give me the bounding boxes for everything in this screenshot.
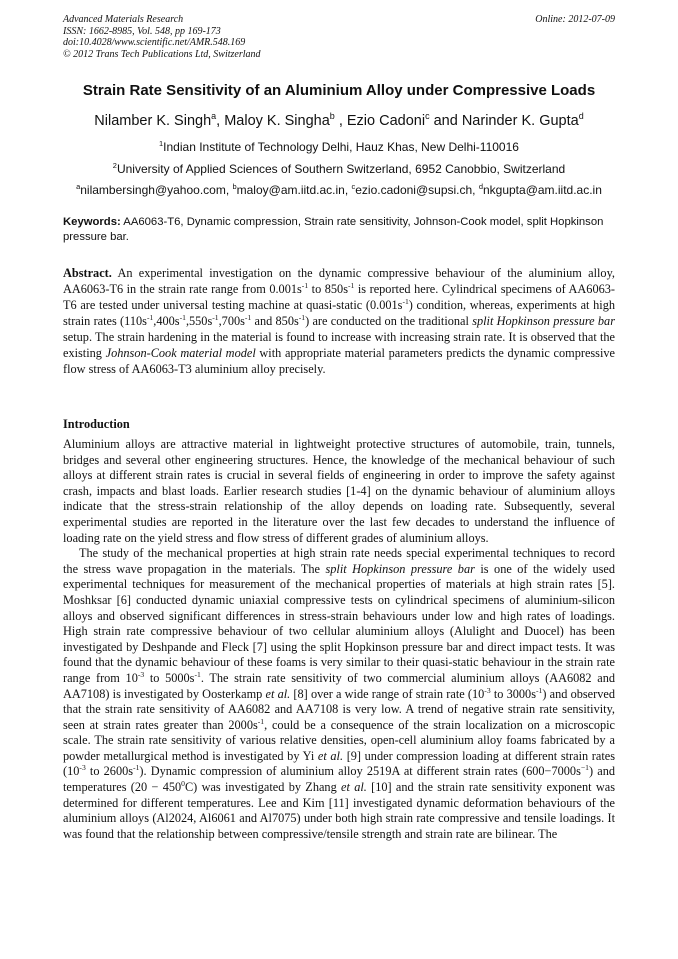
author-list: Nilamber K. Singh$^a$, Maloy K. Singha$^b$ , Ezio Cadoni$^c$ and Narinder K. Gupta$^d$ xyxy=(94,111,584,129)
author-superscript: d xyxy=(578,111,584,122)
email-link[interactable]: nkgupta@am.iitd.ac.in xyxy=(482,183,602,197)
keywords-label: Keywords: xyxy=(63,216,121,228)
author-superscript: c xyxy=(425,111,430,122)
email-superscript: c xyxy=(351,182,356,191)
section-heading-introduction: Introduction xyxy=(63,417,130,431)
online-date: Online: 2012-07-09 xyxy=(535,14,615,25)
intro-paragraph: Aluminium alloys are attractive material in lightweight protective structures of automobile, train, tunnels, bridges and several other engineering structures. Hence, the knowledge of the mechanical behaviour of such alloys at different strain rates is crucial in several fields of engineering in order to improve the safety against crash, impacts and blast loads. Earlier research studies [1-4] on the dynamic behaviour of aluminium alloys indicate that the stress-strain relationship of the alloy depends on loading rate. Subsequently, several experimental studies are reported in the literature over the last few decades to understand the influence of loading rate on the yield stress and flow stress of different grades of aluminium alloys. xyxy=(63,437,615,545)
affiliation-1 xyxy=(20,140,658,154)
email-superscript: b xyxy=(232,182,237,191)
abstract-label: Abstract. xyxy=(63,266,112,280)
affiliation-superscript: 2 xyxy=(112,161,117,170)
affiliation-text: Indian Institute of Technology Delhi, Hauz Khas, New Delhi-110016 xyxy=(163,140,519,154)
author-name: Narinder K. Gupta xyxy=(461,113,579,129)
email-list: $^a$nilambersingh@yahoo.com, $^b$maloy@am.iitd.ac.in, $^c$ezio.cadoni@supsi.ch, $^d$nkgupta@am.iitd.ac.in xyxy=(76,182,602,197)
affiliation-superscript: 1 xyxy=(159,139,164,148)
affiliation-text: University of Applied Sciences of Southern Switzerland, 6952 Canobbio, Switzerland xyxy=(116,162,566,176)
keywords-text: AA6063-T6, Dynamic compression, Strain rate sensitivity, Johnson-Cook model, split Hopkinson pressure bar. xyxy=(63,216,604,243)
author-superscript: a xyxy=(211,111,217,122)
doi-line[interactable]: doi:10.4028/www.scientific.net/AMR.548.169 xyxy=(63,37,246,48)
email-superscript: d xyxy=(478,182,483,191)
keywords xyxy=(63,215,615,245)
journal-name: Advanced Materials Research xyxy=(63,14,184,25)
author-name: Ezio Cadoni xyxy=(346,113,426,129)
journal-header xyxy=(63,14,615,60)
email-link[interactable]: nilambersingh@yahoo.com xyxy=(80,183,226,197)
author-name: Maloy K. Singha xyxy=(224,113,330,129)
paper-title: Strain Rate Sensitivity of an Aluminium Alloy under Compressive Loads xyxy=(82,82,596,99)
intro-paragraph: The study of the mechanical properties at high strain rate needs special experimental techniques to record the stress wave propagation in the materials. The split Hopkinson pressure bar is one of the widely used experimental techniques for measurement of the mechanical properties of materials at high strain rates [5]. Moshksar [6] conducted dynamic uniaxial compressive tests on cylindrical specimens of aluminium-silicon alloys and observed significant differences in stress-strain behaviours under low and high rates of loadings. High strain rate compressive behaviour of two cellular aluminium alloys (Alulight and Duocel) has been investigated by Deshpande and Fleck [7] using the split Hopkinson pressure bar and direct impact tests. It was found that the dynamic behaviour of these foams is very similar to their quasi-static behaviour in the strain rate range from $10^{-3}$ to $5000s^{-1}$. The strain rate sensitivity of two commercial aluminium alloys (AA6082 and AA7108) is investigated by Oosterkamp et al. [8] over a wide range of strain rate ($10^{-3}$ to $3000s^{-1}$) and observed that the strain rate sensitivity of AA6082 and AA7108 is very low. A trend of negative strain rate sensitivity, seen at strain rates greater than $2000s^{-1}$, could be a consequence of the strain localization on a microscopic scale. The strain rate sensitivity of various relative densities, open-cell aluminium alloy foams fabricated by a powder metallurgical method is investigated by Yi et al. [9] under compression loading at different strain rates ($10^{-3}$ to $2600s^{-1}$). Dynamic compression of aluminium alloy 2519A at different strain rates $(600-7000s^{-1})$ and temperatures $(20 - 450^0C)$ was investigated by Zhang et al. [10] and the strain rate sensitivity exponent was determined for different temperatures. Lee and Kim [11] investigated dynamic deformation behaviours of the aluminium alloys (Al2024, Al6061 and Al7075) under both high strain rate compressive and tensile loadings. It was found that the relationship between compressive/tensile strength and strain rate are bilinear. The xyxy=(63,546,615,841)
issn-line: ISSN: 1662-8985, Vol. 548, pp 169-173 xyxy=(63,25,221,37)
abstract-text: An experimental investigation on the dynamic compressive behaviour of the aluminium alloy, AA6063-T6 in the strain rate range from $0.001s^{-1}$ to $850s^{-1}$ is reported here. Cylindrical specimens of AA6063-T6 are tested under universal testing machine at quasi-static $(0.001s^{-1})$ condition, whereas, experiments at high strain rates ($110s^{-1},400s^{-1},550s^{-1},700s^{-1}$ and $850s^{-1}$) are conducted on the traditional split Hopkinson pressure bar setup. The strain hardening in the material is found to increase with increasing strain rate. It is observed that the existing Johnson-Cook material model with appropriate material parameters predicts the dynamic compressive flow stress of AA6063-T3 aluminium alloy precisely. xyxy=(63,266,615,376)
author-name: Nilamber K. Singh xyxy=(94,113,212,129)
author-superscript: b xyxy=(329,111,335,122)
email-superscript: a xyxy=(76,182,81,191)
copyright-line: © 2012 Trans Tech Publications Ltd, Switzerland xyxy=(63,48,261,60)
abstract xyxy=(63,265,615,377)
email-link[interactable]: ezio.cadoni@supsi.ch xyxy=(355,183,473,197)
affiliation-2 xyxy=(20,162,658,176)
introduction-body xyxy=(63,437,615,842)
email-link[interactable]: maloy@am.iitd.ac.in xyxy=(236,183,345,197)
